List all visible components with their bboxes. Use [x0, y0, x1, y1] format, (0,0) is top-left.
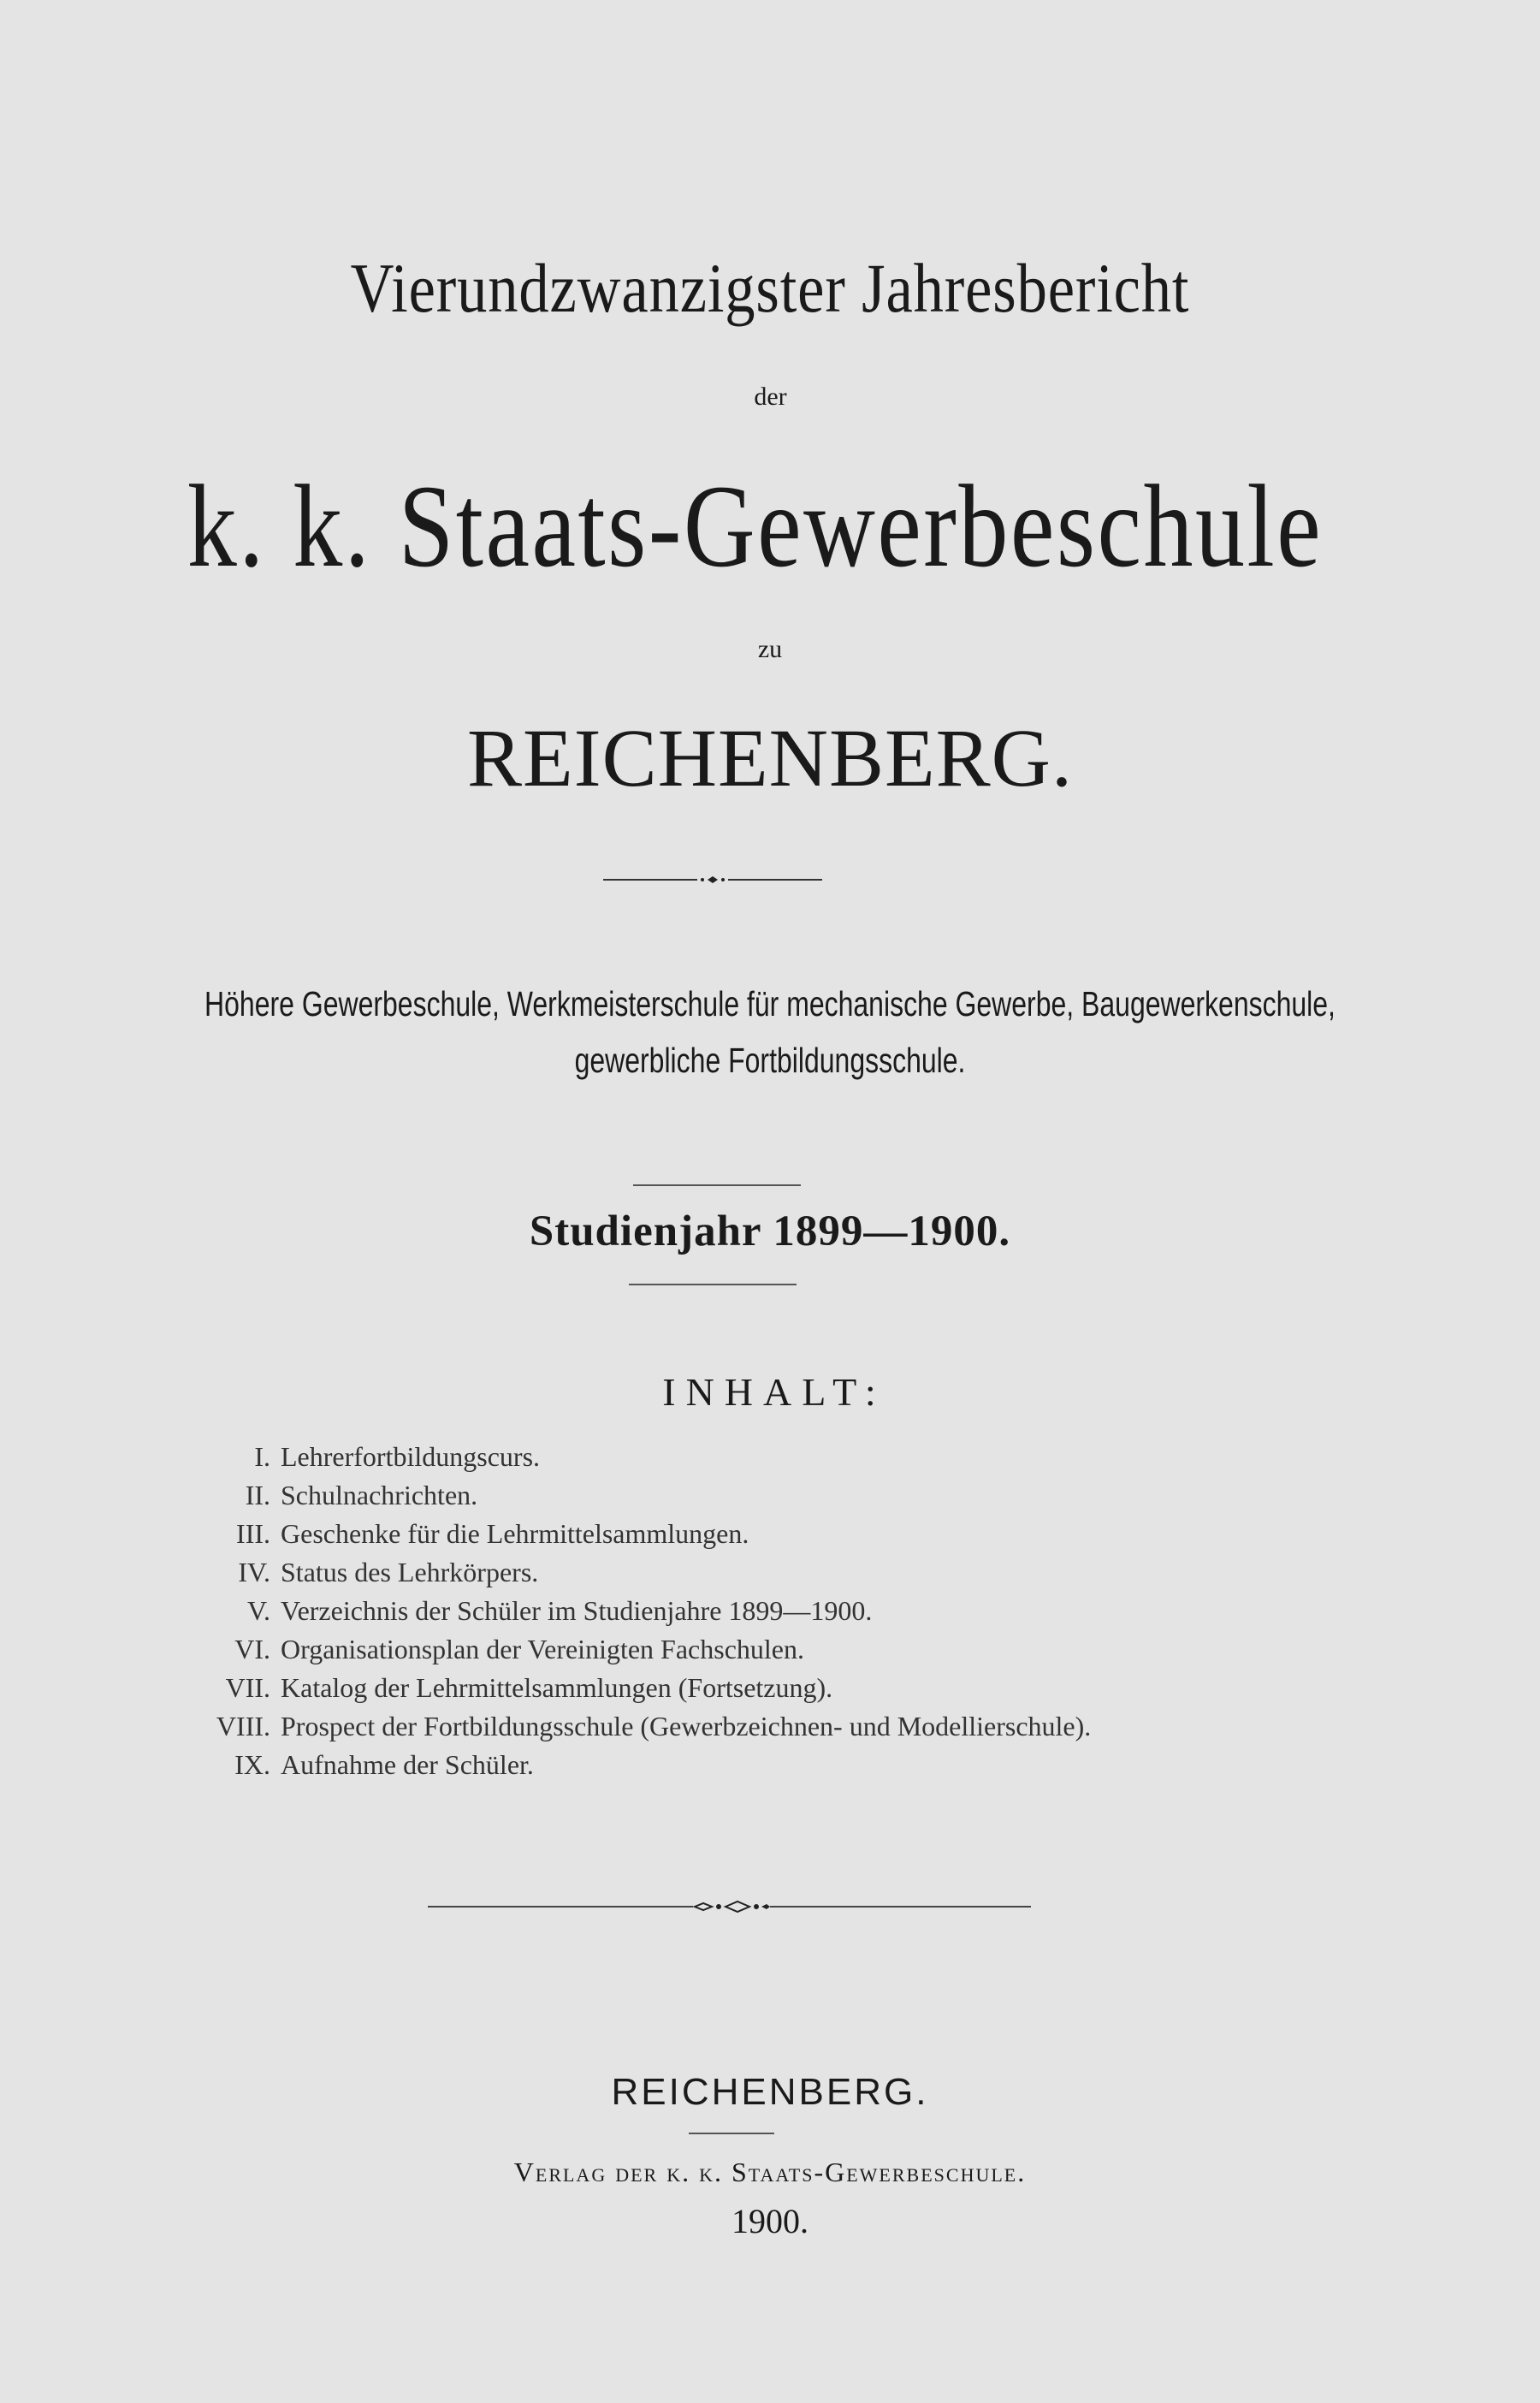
item-number: III.: [236, 1518, 270, 1549]
connector-zu: zu: [757, 635, 783, 663]
list-item: [197, 1592, 1091, 1630]
list-item: [197, 1515, 1091, 1553]
item-title: Verzeichnis der Schüler im Studienjahre 1899—1900.: [281, 1595, 873, 1626]
ornament-divider-icon: [603, 874, 822, 886]
item-number: V.: [247, 1595, 270, 1626]
list-item: [197, 1707, 1091, 1746]
list-item: [197, 1630, 1091, 1669]
connector-der: der: [754, 383, 787, 411]
item-number: IX.: [234, 1749, 270, 1780]
item-number: II.: [245, 1480, 270, 1510]
item-title: Schulnachrichten.: [281, 1480, 478, 1510]
item-number: VII.: [225, 1672, 270, 1703]
city-title: REICHENBERG.: [467, 712, 1073, 804]
list-item: [197, 1438, 1091, 1476]
item-title: Katalog der Lehrmittelsammlungen (Fortsetzung).: [281, 1672, 833, 1703]
list-item: [197, 1669, 1091, 1707]
rule-below-year: [629, 1284, 797, 1285]
academic-year: Studienjahr 1899—1900.: [529, 1207, 1011, 1255]
item-number: VI.: [234, 1634, 270, 1664]
rule-below-imprint-city: [689, 2133, 774, 2134]
contents-heading: INHALT:: [662, 1370, 886, 1414]
report-title: Vierundzwanzigster Jahresbericht: [350, 249, 1190, 327]
item-title: Lehrerfortbildungscurs.: [281, 1441, 541, 1472]
school-divisions-line1: Höhere Gewerbeschule, Werkmeisterschule für mechanische Gewerbe, Baugewerkenschule,: [204, 984, 1336, 1024]
imprint-city: REICHENBERG.: [611, 2071, 929, 2113]
list-item: [197, 1746, 1091, 1784]
item-title: Organisationsplan der Vereinigten Fachschulen.: [281, 1634, 804, 1664]
school-name: k. k. Staats-Gewerbeschule: [187, 460, 1324, 591]
school-divisions: [0, 976, 1540, 1089]
item-title: Status des Lehrkörpers.: [281, 1557, 539, 1587]
item-number: IV.: [238, 1557, 270, 1587]
item-number: I.: [254, 1441, 270, 1472]
item-title: Aufnahme der Schüler.: [281, 1749, 534, 1780]
school-divisions-line2: gewerbliche Fortbildungsschule.: [574, 1041, 966, 1080]
rule-above-year: [633, 1184, 801, 1186]
list-item: [197, 1476, 1091, 1515]
list-item: [197, 1553, 1091, 1592]
imprint-publisher: Verlag der k. k. Staats-Gewerbeschule.: [513, 2157, 1027, 2187]
item-title: Geschenke für die Lehrmittelsammlungen.: [281, 1518, 749, 1549]
ornament-divider-icon: [428, 1898, 1031, 1915]
imprint-year: 1900.: [732, 2202, 808, 2240]
item-title: Prospect der Fortbildungsschule (Gewerbzeichnen- und Modellierschule).: [281, 1711, 1092, 1741]
item-number: VIII.: [216, 1711, 270, 1741]
contents-list: [197, 1438, 1091, 1784]
